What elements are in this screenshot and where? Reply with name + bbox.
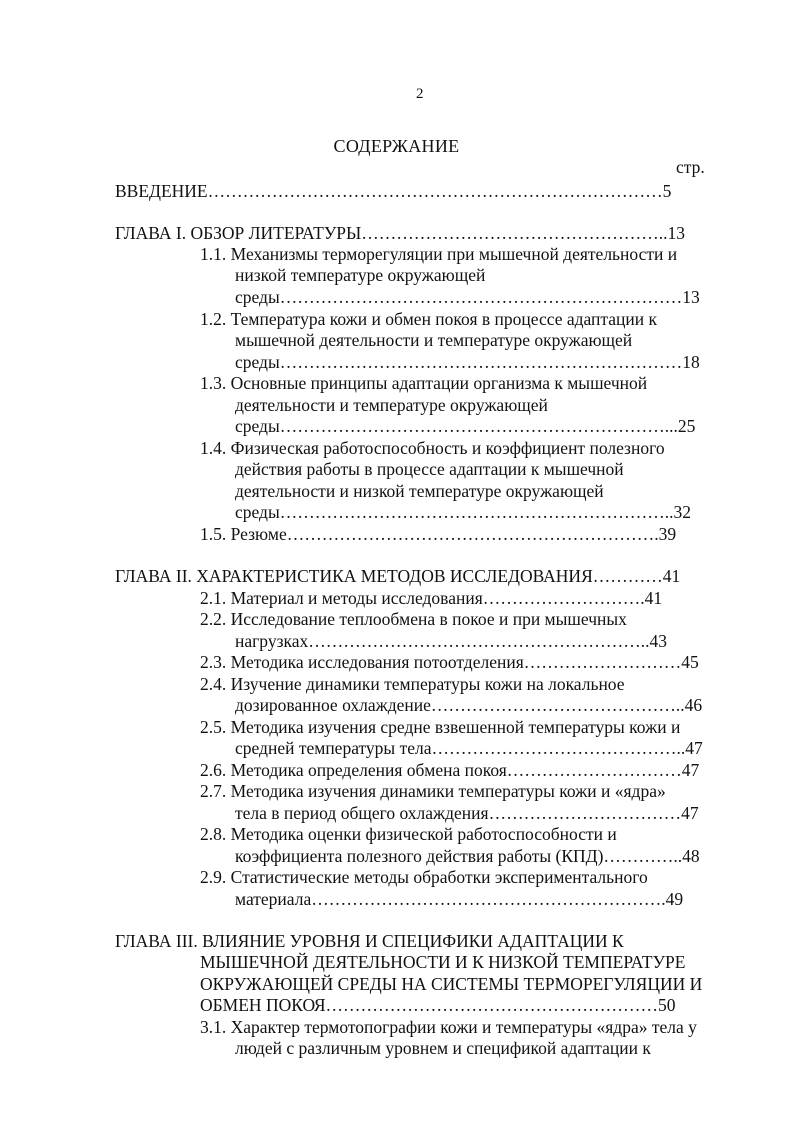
- toc-line: деятельности и низкой температуре окружающей: [235, 481, 604, 501]
- toc-line: 2.6. Методика определения обмена покоя…………………………47: [200, 760, 700, 780]
- toc-line: материала…………………………………………………….49: [235, 889, 684, 909]
- toc-line: 1.1. Механизмы терморегуляции при мышечной деятельности и: [200, 244, 678, 264]
- toc-line: коэффициента полезного действия работы (КПД)…………..48: [235, 846, 700, 866]
- toc-chapter-cont: ОБМЕН ПОКОЯ…………………………………………………50: [200, 995, 676, 1015]
- toc-line: нагрузках…………………………………………………..43: [235, 631, 667, 651]
- toc-line: 1.3. Основные принципы адаптации организма к мышечной: [200, 373, 648, 393]
- toc-line: 2.3. Методика исследования потоотделения………………………45: [200, 652, 699, 672]
- toc-line: ВВЕДЕНИЕ……………………………………………………………………5: [115, 181, 672, 201]
- toc-line: мышечной деятельности и температуре окружающей: [235, 330, 633, 350]
- toc-line: 2.8. Методика оценки физической работоспособности и: [200, 824, 617, 844]
- toc-line: 2.4. Изучение динамики температуры кожи на локальное: [200, 674, 625, 694]
- page-number: 2: [416, 86, 424, 102]
- toc-line: 1.2. Температура кожи и обмен покоя в процессе адаптации к: [200, 309, 658, 329]
- toc-line: 3.1. Характер термотопографии кожи и температуры «ядра» тела у: [200, 1017, 697, 1037]
- toc-chapter-cont: МЫШЕЧНОЙ ДЕЯТЕЛЬНОСТИ И К НИЗКОЙ ТЕМПЕРАТУРЕ: [200, 952, 686, 972]
- toc-line: среды……………………………………………………………18: [235, 352, 700, 372]
- toc-line: среды…………………………………………………………...25: [235, 416, 696, 436]
- toc-title: СОДЕРЖАНИЕ: [333, 136, 460, 156]
- toc-line: 2.7. Методика изучения динамики температуры кожи и «ядра»: [200, 781, 666, 801]
- toc-line: действия работы в процессе адаптации к мышечной: [235, 459, 624, 479]
- toc-chapter: ГЛАВА III. ВЛИЯНИЕ УРОВНЯ И СПЕЦИФИКИ АДАПТАЦИИ К: [115, 931, 624, 951]
- toc-line: низкой температуре окружающей: [235, 265, 486, 285]
- toc-line: 2.2. Исследование теплообмена в покое и при мышечных: [200, 609, 627, 629]
- toc-line: среды…………………………………………………………..32: [235, 502, 691, 522]
- toc-line: людей с различным уровнем и спецификой адаптации к: [235, 1038, 651, 1058]
- toc-line: среды……………………………………………………………13: [235, 287, 700, 307]
- page-column-label: стр.: [676, 157, 705, 177]
- toc-line: средней температуры тела……………………………………..47: [235, 738, 703, 758]
- toc-line: деятельности и температуре окружающей: [235, 395, 548, 415]
- toc-line: тела в период общего охлаждения……………………………47: [235, 803, 699, 823]
- toc-line: 2.9. Статистические методы обработки экспериментального: [200, 867, 648, 887]
- toc-line: дозированное охлаждение……………………………………..46: [235, 695, 703, 715]
- toc-line: 2.1. Материал и методы исследования……………………….41: [200, 588, 663, 608]
- toc-chapter: ГЛАВА II. ХАРАКТЕРИСТИКА МЕТОДОВ ИССЛЕДОВАНИЯ…………41: [115, 566, 681, 586]
- toc-line: 1.5. Резюме……………………………………………………….39: [200, 524, 677, 544]
- toc-chapter: ГЛАВА I. ОБЗОР ЛИТЕРАТУРЫ……………………………………………..13: [115, 223, 685, 243]
- toc-chapter-cont: ОКРУЖАЮЩЕЙ СРЕДЫ НА СИСТЕМЫ ТЕРМОРЕГУЛЯЦИИ И: [200, 974, 703, 994]
- toc-line: 2.5. Методика изучения средне взвешенной температуры кожи и: [200, 717, 681, 737]
- toc-line: 1.4. Физическая работоспособность и коэффициент полезного: [200, 438, 665, 458]
